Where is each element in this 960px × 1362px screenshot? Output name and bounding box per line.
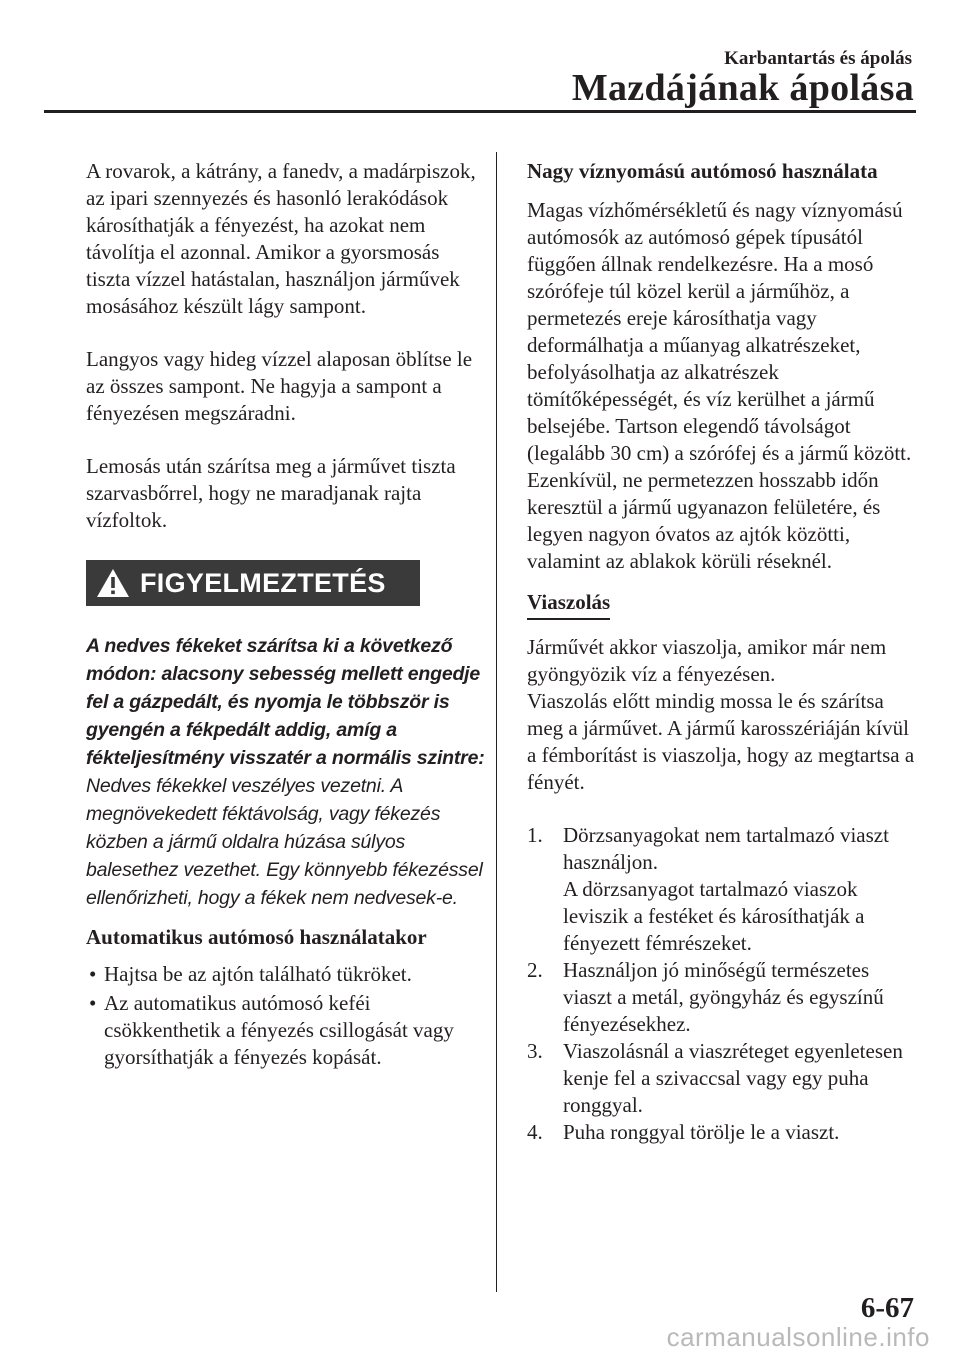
paragraph-rinse: Langyos vagy hideg vízzel alaposan öblítse le az összes sampont. Ne hagyja a sampont a fényezésen megszáradni. <box>86 347 473 425</box>
step-text: Dörzsanyagokat nem tartalmazó viaszt használjon. <box>563 823 889 874</box>
step-text: Viaszolásnál a viaszréteget egyenletesen kenje fel a szivaccsal vagy egy puha ronggyal. <box>563 1039 903 1117</box>
warning-body <box>86 632 486 912</box>
auto-wash-list <box>86 961 486 1071</box>
step-note: A dörzsanyagot tartalmazó viaszok leviszik a festéket és károsíthatják a fényezett fémrészeket. <box>563 877 865 955</box>
page-title: Mazdájának ápolása <box>571 67 914 109</box>
pressure-wash-heading: Nagy víznyomású autómosó használata <box>527 159 878 183</box>
step-text: Puha ronggyal törölje le a viaszt. <box>563 1120 840 1144</box>
warning-banner <box>86 560 420 606</box>
warning-instruction: A nedves fékeket szárítsa ki a következő módon: alacsony sebesség mellett engedje fel a gázpedált, és nyomja le többször is gyengén a fékpedált addig, amíg a fékteljesítmény visszatér a normális szintre: <box>86 635 485 769</box>
list-item <box>86 990 486 1071</box>
list-item-text: Az automatikus autómosó keféi csökkenthetik a fényezés csillogását vagy gyorsíthatják a fényezés kopását. <box>104 991 454 1069</box>
step-text: Használjon jó minőségű természetes viaszt a metál, gyöngyház és egyszínű fényezésekhez. <box>563 958 884 1036</box>
waxing-paragraph-prep: Viaszolás előtt mindig mossa le és szárítsa meg a járművet. A jármű karosszériáján kívül a fémborítást is viaszolja, hogy az megtartsa a fényét. <box>527 689 915 794</box>
step-item <box>527 1119 922 1146</box>
step-number: 4. <box>527 1120 543 1144</box>
step-item <box>527 822 922 957</box>
list-item <box>86 961 486 988</box>
paragraph-dry: Lemosás után szárítsa meg a járművet tiszta szarvasbőrrel, hogy ne maradjanak rajta vízfoltok. <box>86 454 456 532</box>
column-divider <box>496 152 497 1292</box>
list-item-text: Hajtsa be az ajtón található tükröket. <box>104 962 412 986</box>
step-item <box>527 1038 922 1119</box>
left-column <box>86 158 486 1073</box>
warning-explanation: Nedves fékekkel veszélyes vezetni. A megnövekedett féktávolság, vagy fékezés közben a jármű oldalra húzása súlyos balesethez vezethet. Egy könnyebb fékezéssel ellenőrizheti, hogy a fékek nem nedvesek-e. <box>86 775 483 909</box>
bullet-icon: • <box>89 991 97 1015</box>
header-section: Karbantartás és ápolás <box>724 48 912 69</box>
step-item <box>527 957 922 1038</box>
waxing-heading: Viaszolás <box>527 589 610 620</box>
bullet-icon: • <box>89 962 97 986</box>
pressure-wash-text: Magas vízhőmérsékletű és nagy víznyomású autómosók az autómosó gépek típusától függően állnak rendelkezésre. Ha a mosó szórófeje túl közel kerül a járműhöz, a permetezés ereje károsíthatja vagy deformálhatja a műanyag alkatrészeket, befolyásolhatja az alkatrészek tömítőképességét, és víz kerülhet a jármű belsejébe. Tartson elegendő távolságot (legalább 30 cm) a szórófej és a jármű között. Ezenkívül, ne permetezzen hosszabb időn keresztül a jármű ugyanazon felületére, és legyen nagyon óvatos az ajtók közötti, valamint az ablakok körüli réseknél. <box>527 198 912 573</box>
waxing-steps <box>527 822 922 1146</box>
warning-triangle-icon <box>96 567 130 599</box>
step-number: 3. <box>527 1039 543 1063</box>
waxing-paragraph-when: Járművét akkor viaszolja, amikor már nem gyöngyözik víz a fényezésen. <box>527 635 887 686</box>
step-number: 2. <box>527 958 543 982</box>
step-number: 1. <box>527 823 543 847</box>
warning-label: FIGYELMEZTETÉS <box>140 567 386 598</box>
header-rule <box>44 110 916 113</box>
paragraph-contaminants: A rovarok, a kátrány, a fanedv, a madárpiszok, az ipari szennyezés és hasonló lerakódások károsíthatják a fényezést, ha azokat nem távolítja el azonnal. Amikor a gyorsmosás tiszta vízzel hatástalan, használjon járművek mosásához készült lágy sampont. <box>86 159 476 318</box>
auto-wash-heading: Automatikus autómosó használatakor <box>86 925 427 949</box>
watermark: carmanualsonline.info <box>666 1322 930 1352</box>
right-column <box>527 158 922 1146</box>
page-number: 6-67 <box>860 1292 914 1324</box>
